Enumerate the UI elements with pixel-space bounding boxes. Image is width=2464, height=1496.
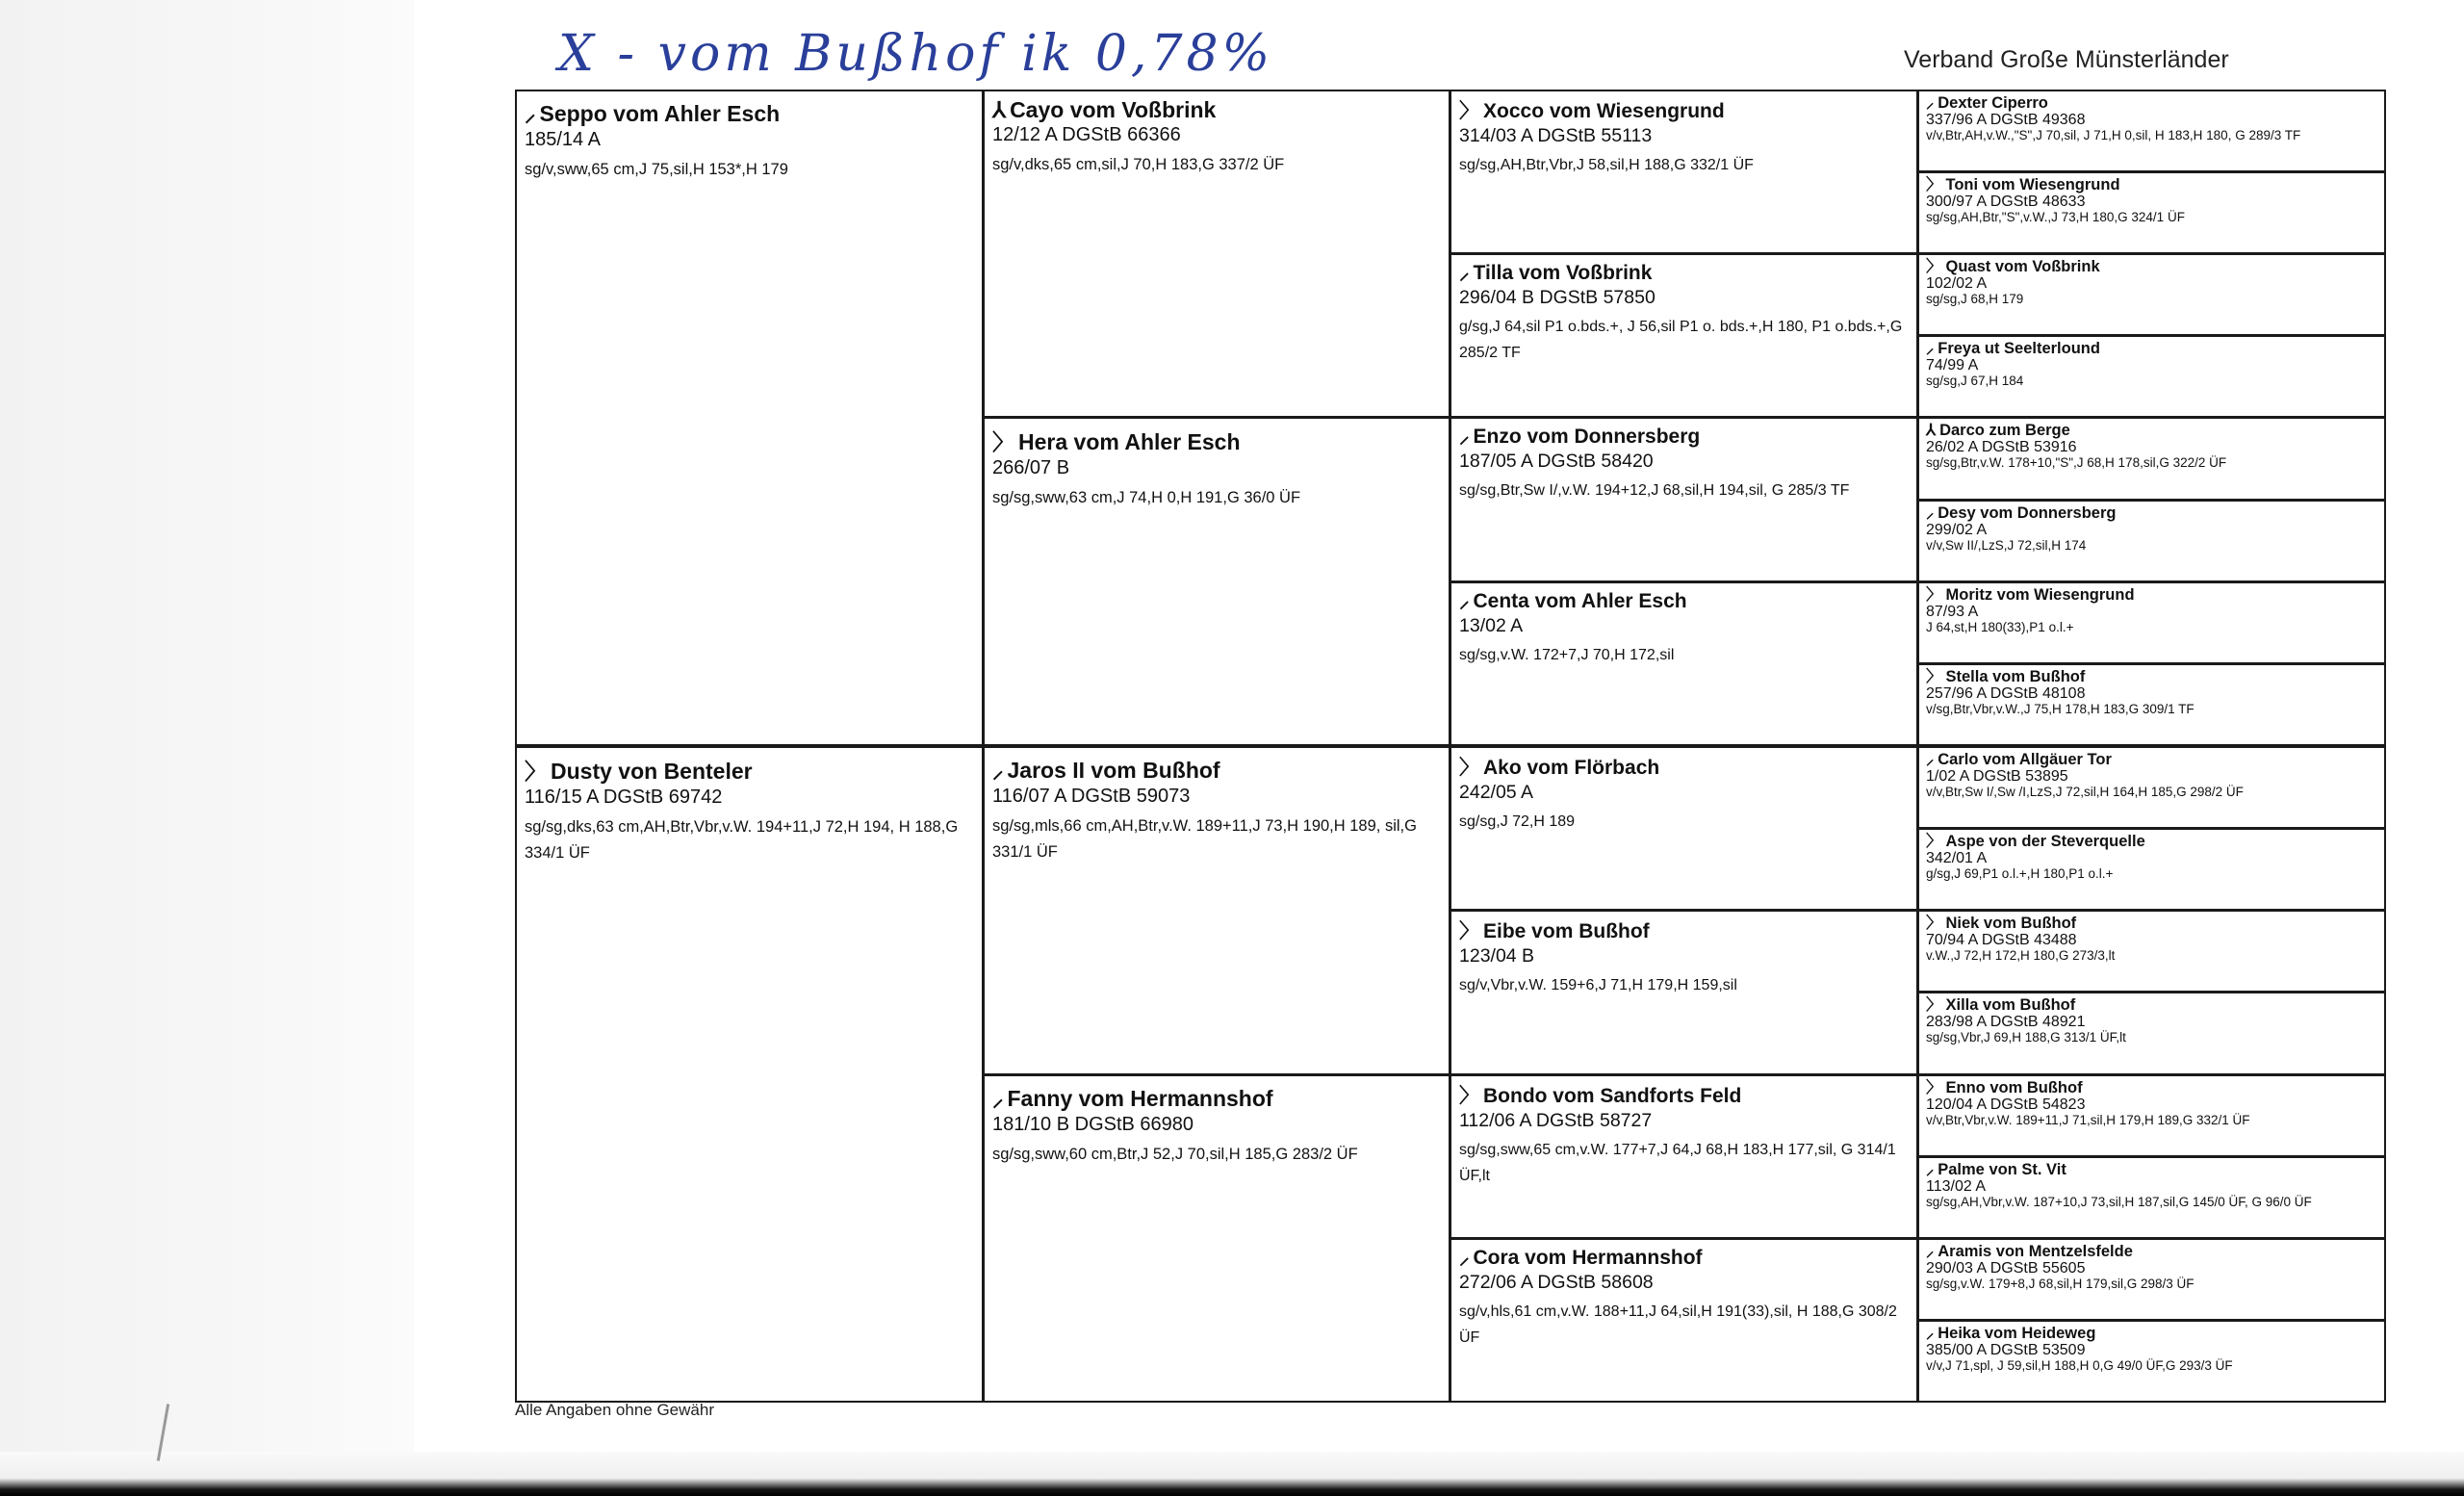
dog-name: 〉 Dusty von Benteler — [525, 754, 974, 786]
dog-details: sg/sg,Btr,v.W. 178+10,"S",J 68,H 178,sil,G 322/2 ÜF — [1926, 455, 2227, 470]
sex-mark: ⸝ — [1459, 426, 1470, 448]
dog-registration: 314/03 A DGStB 55113 — [1459, 125, 1653, 146]
sex-mark: 〉 — [1926, 668, 1942, 685]
dog-registration: 116/07 A DGStB 59073 — [992, 786, 1191, 807]
sex-mark: ⸝ — [992, 758, 1004, 783]
scan-bottom-edge — [0, 1452, 2464, 1496]
dog-details: sg/v,hls,61 cm,v.W. 188+11,J 64,sil,H 191(33),sil, H 188,G 308/2 ÜF — [1459, 1303, 1897, 1346]
dog-name: 〉 Bondo vom Sandforts Feld — [1459, 1080, 1909, 1109]
pedigree-ancestor — [1917, 90, 2386, 172]
dog-name: 〉 Toni vom Wiesengrund — [1926, 176, 2120, 193]
dog-registration: 385/00 A DGStB 53509 — [1926, 1342, 2086, 1358]
handwritten-note: X - vom Bußhof ik 0,78% — [558, 25, 1274, 83]
pedigree-great-grandparent — [1450, 253, 1918, 418]
dog-name: ⸝ Desy vom Donnersberg — [1926, 504, 2117, 522]
dog-details: v.W.,J 72,H 172,H 180,G 273/3,lt — [1926, 948, 2116, 963]
disclaimer-text: Alle Angaben ohne Gewähr — [515, 1401, 714, 1419]
sex-mark: ⸝ — [1926, 94, 1935, 112]
pedigree-great-grandparent — [1450, 581, 1918, 746]
dog-name: 〉 Xocco vom Wiesengrund — [1459, 95, 1909, 124]
dog-details: sg/sg,AH,Vbr,v.W. 187+10,J 73,sil,H 187,sil,G 145/0 ÜF, G 96/0 ÜF — [1926, 1195, 2312, 1209]
dog-name: ⸝ Dexter Ciperro — [1926, 94, 2048, 112]
dog-details: v/v,J 71,spl, J 59,sil,H 188,H 0,G 49/0 ÜF,G 293/3 ÜF — [1926, 1358, 2233, 1373]
dog-details: v/v,Btr,Sw I/,Sw /I,LzS,J 72,sil,H 164,H 185,G 298/2 ÜF — [1926, 785, 2244, 799]
dog-name: 〉 Enno vom Bußhof — [1926, 1079, 2083, 1096]
dog-details: sg/sg,v.W. 179+8,J 68,sil,H 179,sil,G 298/3 ÜF — [1926, 1277, 2194, 1291]
dog-registration: 112/06 A DGStB 58727 — [1459, 1110, 1653, 1131]
sex-mark: 〉 — [1459, 1085, 1479, 1107]
dog-details: sg/sg,dks,63 cm,AH,Btr,Vbr,v.W. 194+11,J 72,H 194, H 188,G 334/1 ÜF — [525, 818, 959, 862]
dog-registration: 185/14 A — [525, 129, 601, 150]
dog-details: sg/sg,Vbr,J 69,H 188,G 313/1 ÜF,lt — [1926, 1030, 2126, 1045]
sex-mark: 〉 — [1926, 258, 1942, 275]
dog-registration: 296/04 B DGStB 57850 — [1459, 287, 1656, 308]
dog-registration: 113/02 A — [1926, 1178, 1986, 1195]
sex-mark: ⅄ — [992, 97, 1007, 122]
dog-details: sg/v,dks,65 cm,sil,J 70,H 183,G 337/2 ÜF — [992, 156, 1285, 173]
scan-shadow — [0, 0, 414, 1496]
dog-details: v/v,Btr,Vbr,v.W. 189+11,J 71,sil,H 179,H 189,G 332/1 ÜF — [1926, 1113, 2250, 1127]
dog-registration: 13/02 A — [1459, 615, 1524, 636]
sex-mark: ⸝ — [525, 101, 536, 126]
dog-details: g/sg,J 69,P1 o.l.+,H 180,P1 o.l.+ — [1926, 866, 2114, 881]
organization-name: Verband Große Münsterländer — [1904, 46, 2229, 73]
dog-registration: 181/10 B DGStB 66980 — [992, 1114, 1194, 1135]
sex-mark: ⸝ — [1926, 1243, 1935, 1260]
pedigree-great-grandparent — [1450, 1074, 1918, 1239]
pedigree-ancestor — [1917, 663, 2386, 746]
pedigree-ancestor — [1917, 910, 2386, 993]
pedigree-ancestor — [1917, 1320, 2386, 1403]
dog-registration: 266/07 B — [992, 457, 1070, 478]
pedigree-ancestor — [1917, 335, 2386, 418]
dog-name: 〉 Moritz vom Wiesengrund — [1926, 586, 2135, 604]
dog-name: ⸝ Jaros II vom Bußhof — [992, 754, 1441, 785]
pedigree-great-grandparent — [1450, 417, 1918, 582]
pedigree-ancestor — [1917, 1074, 2386, 1157]
dog-registration: 300/97 A DGStB 48633 — [1926, 193, 2086, 210]
dog-details: v/sg,Btr,Vbr,v.W.,J 75,H 178,H 183,G 309/1 TF — [1926, 702, 2194, 716]
dog-details: g/sg,J 64,sil P1 o.bds.+, J 56,sil P1 o. bds.+,H 180, P1 o.bds.+,G 285/2 TF — [1459, 319, 1903, 361]
dog-details: sg/sg,mls,66 cm,AH,Btr,v.W. 189+11,J 73,H 190,H 189, sil,G 331/1 ÜF — [992, 817, 1417, 861]
sex-mark: 〉 — [1926, 996, 1942, 1014]
dog-details: sg/sg,J 67,H 184 — [1926, 374, 2024, 388]
dog-name: ⸝ Carlo vom Allgäuer Tor — [1926, 751, 2112, 768]
dog-registration: 12/12 A DGStB 66366 — [992, 124, 1181, 145]
pedigree-great-grandparent — [1450, 910, 1918, 1075]
dog-details: sg/sg,AH,Btr,Vbr,J 58,sil,H 188,G 332/1 ÜF — [1459, 157, 1754, 173]
pedigree-grandparent — [983, 1074, 1450, 1403]
pedigree-ancestor — [1917, 1238, 2386, 1321]
dog-name: ⸝ Seppo vom Ahler Esch — [525, 97, 974, 128]
dog-registration: 102/02 A — [1926, 275, 1988, 292]
dog-details: sg/sg,J 68,H 179 — [1926, 292, 2024, 306]
dog-name: ⅄ Darco zum Berge — [1926, 422, 2070, 439]
dog-name: ⸝ Tilla vom Voßbrink — [1459, 259, 1909, 286]
pedigree-ancestor — [1917, 992, 2386, 1075]
sex-mark: 〉 — [1459, 920, 1479, 942]
dog-registration: 299/02 A — [1926, 522, 1988, 538]
dog-details: sg/v,sww,65 cm,J 75,sil,H 153*,H 179 — [525, 161, 788, 178]
sex-mark: 〉 — [1459, 100, 1479, 122]
dog-name: 〉 Quast vom Voßbrink — [1926, 258, 2100, 275]
dog-name: ⸝ Palme von St. Vit — [1926, 1161, 2066, 1178]
dog-details: sg/sg,sww,60 cm,Btr,J 52,J 70,sil,H 185,G 283/2 ÜF — [992, 1146, 1358, 1163]
pedigree-sire — [515, 90, 984, 746]
dog-name: ⸝ Aramis von Mentzelsfelde — [1926, 1243, 2133, 1260]
dog-name: 〉 Niek vom Bußhof — [1926, 915, 2077, 932]
pedigree-ancestor — [1917, 746, 2386, 829]
dog-name: ⸝ Cora vom Hermannshof — [1459, 1244, 1909, 1271]
dog-registration: 342/01 A — [1926, 850, 1988, 866]
dog-name: ⸝ Enzo vom Donnersberg — [1459, 423, 1909, 450]
dog-name: ⸝ Freya ut Seelterlound — [1926, 340, 2100, 357]
dog-name: ⸝ Fanny vom Hermannshof — [992, 1082, 1441, 1113]
dog-registration: 120/04 A DGStB 54823 — [1926, 1096, 2086, 1113]
dog-registration: 70/94 A DGStB 43488 — [1926, 932, 2077, 948]
pedigree-ancestor — [1917, 417, 2386, 501]
dog-name: ⸝ Centa vom Ahler Esch — [1459, 587, 1909, 614]
sex-mark: 〉 — [1926, 915, 1942, 932]
sex-mark: ⸝ — [1926, 1161, 1935, 1178]
dog-registration: 290/03 A DGStB 55605 — [1926, 1260, 2086, 1277]
sex-mark: 〉 — [1926, 833, 1942, 850]
pedigree-ancestor — [1917, 581, 2386, 664]
sex-mark: ⸝ — [1459, 262, 1470, 284]
sex-mark: 〉 — [1926, 1079, 1942, 1096]
dog-registration: 123/04 B — [1459, 945, 1535, 967]
dog-name: ⅄ Cayo vom Voßbrink — [992, 97, 1217, 122]
pedigree-great-grandparent — [1450, 90, 1918, 254]
pedigree-grandparent — [983, 90, 1450, 418]
dog-registration: 87/93 A — [1926, 604, 1979, 620]
dog-registration: 337/96 A DGStB 49368 — [1926, 112, 2086, 128]
sex-mark: ⸝ — [1926, 751, 1935, 768]
pedigree-ancestor — [1917, 500, 2386, 582]
dog-details: sg/v,Vbr,v.W. 159+6,J 71,H 179,H 159,sil — [1459, 977, 1737, 993]
dog-name: 〉 Eibe vom Bußhof — [1459, 916, 1909, 944]
sex-mark: 〉 — [1926, 586, 1942, 604]
sex-mark: ⸝ — [1459, 1247, 1470, 1269]
sex-mark: ⅄ — [1926, 422, 1937, 439]
dog-details: sg/sg,J 72,H 189 — [1459, 813, 1576, 830]
sex-mark: ⸝ — [1926, 1325, 1935, 1342]
dog-details: sg/sg,v.W. 172+7,J 70,H 172,sil — [1459, 647, 1675, 663]
sex-mark: ⸝ — [992, 1086, 1004, 1111]
dog-registration: 257/96 A DGStB 48108 — [1926, 685, 2086, 702]
pedigree-ancestor — [1917, 1156, 2386, 1239]
dog-registration: 116/15 A DGStB 69742 — [525, 787, 723, 808]
sex-mark: 〉 — [1459, 757, 1479, 779]
dog-registration: 242/05 A — [1459, 782, 1533, 803]
dog-details: v/v,Sw II/,LzS,J 72,sil,H 174 — [1926, 538, 2087, 553]
pedigree-great-grandparent — [1450, 746, 1918, 911]
pedigree-dam — [515, 746, 984, 1403]
pedigree-great-grandparent — [1450, 1238, 1918, 1403]
dog-name: 〉 Hera vom Ahler Esch — [992, 425, 1441, 456]
dog-registration: 74/99 A — [1926, 357, 1979, 374]
sex-mark: ⸝ — [1926, 340, 1935, 357]
dog-details: sg/sg,sww,65 cm,v.W. 177+7,J 64,J 68,H 183,H 177,sil, G 314/1 ÜF,lt — [1459, 1142, 1896, 1184]
pedigree-ancestor — [1917, 171, 2386, 254]
pedigree-grandparent — [983, 417, 1450, 746]
pedigree-grandparent — [983, 746, 1450, 1075]
dog-name: 〉 Ako vom Flörbach — [1459, 752, 1909, 781]
dog-name: 〉 Aspe von der Steverquelle — [1926, 833, 2145, 850]
pedigree-ancestor — [1917, 828, 2386, 911]
dog-details: J 64,st,H 180(33),P1 o.l.+ — [1926, 620, 2074, 634]
sex-mark: 〉 — [992, 429, 1014, 454]
pedigree-ancestor — [1917, 253, 2386, 336]
dog-registration: 1/02 A DGStB 53895 — [1926, 768, 2068, 785]
dog-name: 〉 Xilla vom Bußhof — [1926, 996, 2076, 1014]
dog-details: v/v,Btr,AH,v.W.,"S",J 70,sil, J 71,H 0,sil, H 183,H 180, G 289/3 TF — [1926, 128, 2301, 142]
dog-registration: 283/98 A DGStB 48921 — [1926, 1014, 2086, 1030]
sex-mark: ⸝ — [1459, 590, 1470, 612]
dog-details: sg/sg,AH,Btr,"S",v.W.,J 73,H 180,G 324/1 ÜF — [1926, 210, 2185, 224]
sex-mark: 〉 — [1926, 176, 1942, 193]
dog-name: 〉 Stella vom Bußhof — [1926, 668, 2086, 685]
dog-name: ⸝ Heika vom Heideweg — [1926, 1325, 2096, 1342]
dog-registration: 272/06 A DGStB 58608 — [1459, 1272, 1654, 1293]
sex-mark: ⸝ — [1926, 504, 1935, 522]
sex-mark: 〉 — [525, 759, 547, 784]
dog-registration: 187/05 A DGStB 58420 — [1459, 451, 1654, 472]
dog-registration: 26/02 A DGStB 53916 — [1926, 439, 2077, 455]
dog-details: sg/sg,Btr,Sw I/,v.W. 194+12,J 68,sil,H 194,sil, G 285/3 TF — [1459, 482, 1850, 499]
dog-details: sg/sg,sww,63 cm,J 74,H 0,H 191,G 36/0 ÜF — [992, 489, 1301, 506]
